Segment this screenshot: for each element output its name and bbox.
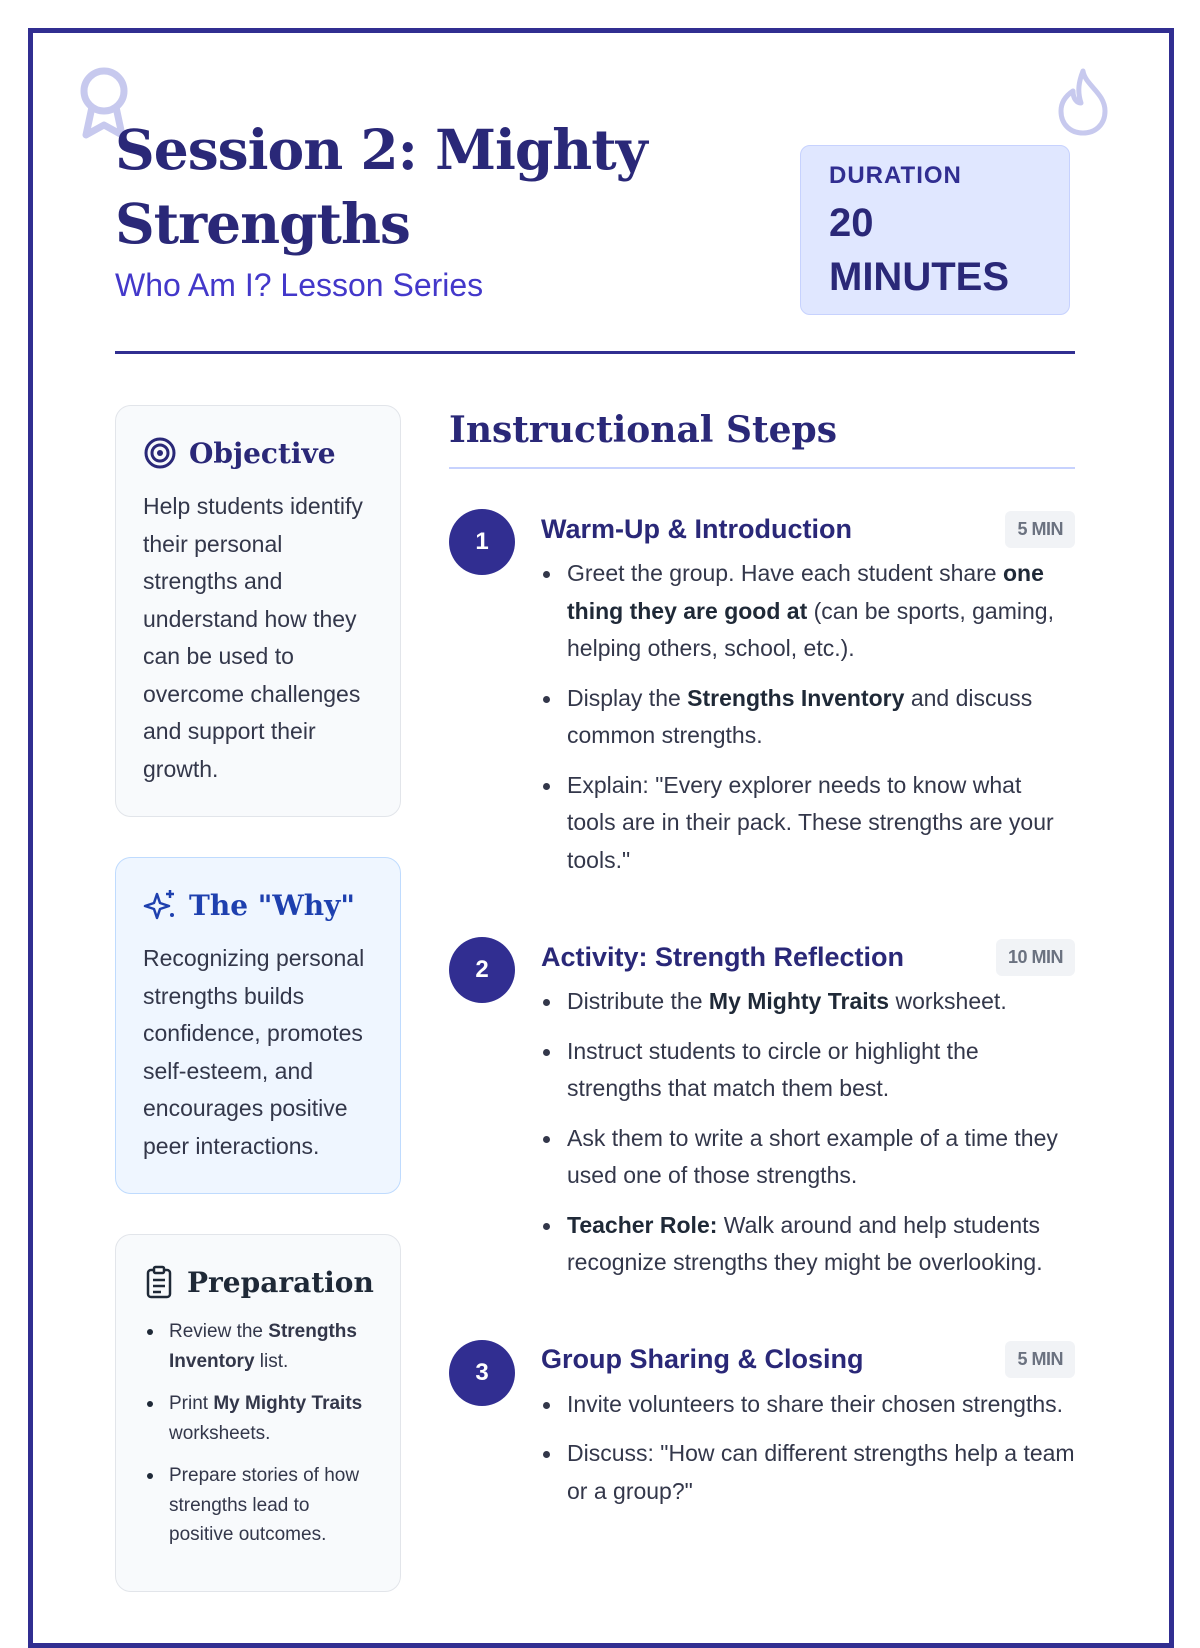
step-duration-badge: 5 MIN	[1005, 511, 1075, 548]
preparation-list	[143, 1317, 374, 1550]
header-divider	[115, 351, 1075, 354]
step-title: Activity: Strength Reflection	[541, 941, 905, 972]
duration-label: DURATION	[829, 162, 962, 189]
lesson-page	[28, 28, 1174, 1648]
step-2	[449, 937, 1075, 1282]
list-item: Review the Strengths Inventory list.	[143, 1317, 374, 1376]
sparkles-icon	[143, 888, 177, 922]
list-item: Greet the group. Have each student share one thing they are good at (can be sports, gaming, helping others, school, etc.).	[541, 555, 1075, 668]
list-item: Display the Strengths Inventory and discuss common strengths.	[541, 680, 1075, 755]
list-item: Explain: "Every explorer needs to know what tools are in their pack. These strengths are your tools."	[541, 767, 1075, 880]
step-duration-badge: 5 MIN	[1005, 1341, 1075, 1378]
why-title: The "Why"	[189, 888, 356, 922]
list-item: Distribute the My Mighty Traits worksheet.	[541, 983, 1075, 1021]
duration-box	[800, 145, 1070, 315]
page-title: Session 2: Mighty Strengths	[115, 117, 647, 256]
step-number-badge: 1	[449, 509, 515, 575]
list-item: Prepare stories of how strengths lead to positive outcomes.	[143, 1461, 374, 1550]
page-subtitle: Who Am I? Lesson Series	[115, 267, 484, 303]
step-title: Warm-Up & Introduction	[541, 513, 852, 544]
list-item: Print My Mighty Traits worksheets.	[143, 1389, 374, 1448]
objective-text: Help students identify their personal strengths and understand how they can be used to overcome challenges and support their growth.	[143, 493, 363, 782]
duration-value: 20 MINUTES	[829, 201, 1009, 299]
step-number-badge: 3	[449, 1340, 515, 1406]
step-title: Group Sharing & Closing	[541, 1344, 864, 1374]
clipboard-icon	[143, 1265, 175, 1299]
list-item: Instruct students to circle or highlight the strengths that match them best.	[541, 1033, 1075, 1108]
list-item: Ask them to write a short example of a time they used one of those strengths.	[541, 1120, 1075, 1195]
step-list	[541, 555, 1075, 879]
step-number-badge: 2	[449, 937, 515, 1003]
preparation-card	[115, 1234, 401, 1592]
step-list	[541, 983, 1075, 1282]
sidebar	[115, 405, 401, 1632]
list-item: Discuss: "How can different strengths help a team or a group?"	[541, 1435, 1075, 1510]
step-list	[541, 1386, 1075, 1511]
step-1	[449, 509, 1075, 879]
target-icon	[143, 436, 177, 470]
instructional-steps	[449, 405, 1075, 1568]
steps-divider	[449, 467, 1075, 469]
why-text: Recognizing personal strengths builds confidence, promotes self-esteem, and encourages positive peer interactions.	[143, 945, 365, 1159]
objective-title: Objective	[189, 436, 336, 470]
list-item: Invite volunteers to share their chosen strengths.	[541, 1386, 1075, 1424]
preparation-title: Preparation	[187, 1265, 374, 1299]
why-card	[115, 857, 401, 1194]
step-3	[449, 1340, 1075, 1511]
steps-heading: Instructional Steps	[449, 409, 837, 451]
list-item: Teacher Role: Walk around and help students recognize strengths they might be overlooking.	[541, 1207, 1075, 1282]
step-duration-badge: 10 MIN	[996, 939, 1075, 976]
lesson-header	[115, 113, 1075, 304]
objective-card	[115, 405, 401, 817]
